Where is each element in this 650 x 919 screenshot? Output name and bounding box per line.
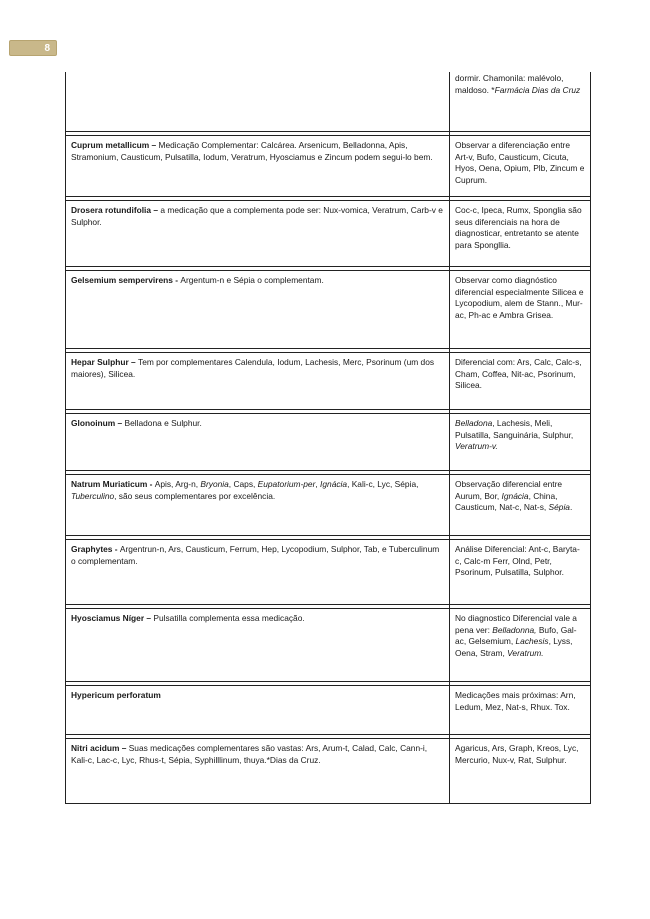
table-row	[66, 353, 591, 410]
right-cell-text: Belladonna,	[492, 624, 537, 635]
right-cell-text: Chamonila: malévolo, maldoso. *	[455, 73, 564, 95]
differential-cell	[450, 686, 591, 735]
left-cell-text: ,	[315, 479, 321, 489]
right-cell-text: Ignácia	[501, 490, 529, 501]
left-cell-text: Argentum-n e Sépia o complementam.	[180, 275, 324, 285]
right-cell-text: Agaricus, Ars, Graph, Kreos, Lyc, Mercurio, Nux-v, Rat, Sulphur.	[455, 743, 579, 765]
right-cell-text: Veratrum.	[507, 647, 544, 658]
left-cell-text: Cuprum metallicum	[71, 140, 150, 150]
page-number-badge	[9, 40, 57, 56]
remedy-cell	[66, 136, 450, 197]
right-cell-text: Belladona	[455, 418, 493, 428]
differential-cell	[450, 353, 591, 410]
right-cell-text: Medicações mais próximas: Arn, Ledum, Mez, Nat-s, Rhux. Tox.	[455, 690, 576, 712]
left-cell-text: Tem por complementares Calendula, Iodum, Lachesis, Merc, Psorinum (um dos maiores), Silicea.	[71, 357, 435, 379]
left-cell-text: Belladona e Sulphur.	[124, 418, 202, 428]
left-cell-text: Ignácia	[320, 479, 348, 489]
right-cell-text: .	[569, 502, 573, 512]
right-cell-text: , Lachesis, Meli, Pulsatilla, Sanguinária, Sulphur,	[455, 418, 574, 440]
left-cell-text: , são seus complementares por excelência.	[114, 490, 276, 501]
left-cell-text: Gelsemium sempervirens -	[71, 275, 181, 285]
remedy-cell	[66, 739, 450, 804]
differential-cell	[450, 201, 591, 267]
right-cell-text: , China, Causticum, Nat-c, Nat-s,	[455, 490, 558, 512]
remedy-cell	[66, 72, 450, 132]
table-row	[66, 201, 591, 267]
remedy-cell	[66, 353, 450, 410]
left-cell-text: –	[149, 140, 159, 150]
left-cell-text: Hypericum perforatum	[71, 690, 161, 700]
left-cell-text: Drosera rotundifolia –	[71, 205, 161, 215]
differential-cell	[450, 609, 591, 682]
table-row	[66, 540, 591, 605]
right-cell-text: Coc-c, Ipeca, Rumx, Sponglia são seus diferenciais na hora de diagnosticar, entretanto se atente para Spongllia.	[455, 205, 582, 250]
left-cell-text: , Caps,	[228, 479, 258, 489]
right-cell-text: dormir.	[455, 73, 481, 83]
remedy-table-body	[66, 72, 591, 804]
remedy-table	[65, 72, 591, 804]
page-number: 8	[44, 43, 50, 54]
table-row	[66, 271, 591, 349]
remedy-cell	[66, 475, 450, 536]
differential-cell	[450, 739, 591, 804]
left-cell-text: Natrum Muriaticum -	[71, 479, 155, 489]
left-cell-text: Hepar Sulphur –	[71, 357, 139, 367]
table-row	[66, 72, 591, 132]
right-cell-text: Farmácia Dias da Cruz	[494, 84, 581, 95]
left-cell-text: Hyosciamus Níger –	[71, 613, 154, 623]
right-cell-text: Observar a diferenciação entre Art-v, Bufo, Causticum, Cicuta, Hyos, Oena, Opium, Plb, Zincum e Cuprum.	[455, 140, 585, 185]
table-row	[66, 475, 591, 536]
remedy-cell	[66, 271, 450, 349]
left-cell-text: Medicação Complementar: Calcárea. Arsenicum, Belladonna, Apis, Stramonium, Causticum, Pulsatilla, Iodum, Veratrum, Hyosciamus e Zincum podem segui-lo bem.	[71, 140, 433, 162]
right-cell-text: Veratrum-v.	[455, 441, 498, 451]
left-cell-text: Suas medicações complementares são vastas: Ars, Arum-t, Calad, Calc, Cann-i, Kali-c, Lac-c, Lyc, Rhus-t, Sépia, Syphilllinum, thuya.*Dias da Cruz.	[71, 743, 428, 765]
table-row	[66, 414, 591, 471]
left-cell-text: a medicação que a complementa pode ser: Nux-vomica, Veratrum, Carb-v e Sulphor.	[71, 205, 443, 227]
remedy-cell	[66, 201, 450, 267]
table-row	[66, 609, 591, 682]
right-cell-text: Diferencial com: Ars, Calc, Calc-s, Cham, Coffea, Nit-ac, Psorinum, Silicea.	[455, 357, 582, 390]
remedy-cell	[66, 686, 450, 735]
right-cell-text: Sépia	[548, 502, 570, 512]
left-cell-text: , Kali-c, Lyc, Sépia,	[347, 479, 419, 489]
left-cell-text: Argentrun-n, Ars, Causticum, Ferrum, Hep, Lycopodium, Sulphor, Tab, e Tuberculinum o complementam.	[71, 544, 440, 566]
right-cell-text: , Lyss, Oena, Stram,	[455, 636, 573, 658]
left-cell-text: Eupatorium-per	[257, 479, 316, 489]
differential-cell	[450, 72, 591, 132]
remedy-cell	[66, 414, 450, 471]
differential-cell	[450, 414, 591, 471]
right-cell-text: Observação diferencial entre Aurum, Bor,	[455, 479, 563, 501]
left-cell-text: Glonoinum –	[71, 418, 125, 428]
differential-cell	[450, 540, 591, 605]
table-row	[66, 686, 591, 735]
remedy-cell	[66, 540, 450, 605]
right-cell-text: Observar como diagnóstico diferencial especialmente Silicea e Lycopodium, alem de Stann., Mur-ac, Ph-ac e Ambra Grisea.	[455, 275, 584, 320]
right-cell-text: Lachesis	[515, 636, 549, 646]
right-cell-text: No diagnostico Diferencial vale a pena ver:	[455, 613, 577, 635]
left-cell-text: Graphytes -	[71, 544, 120, 554]
left-cell-text: Apis, Arg-n,	[154, 479, 201, 489]
remedy-cell	[66, 609, 450, 682]
table-row	[66, 136, 591, 197]
left-cell-text: Nitri acidum –	[71, 743, 129, 753]
differential-cell	[450, 475, 591, 536]
left-cell-text: Tuberculino	[71, 490, 115, 501]
table-row	[66, 739, 591, 804]
right-cell-text: Bufo, Gal-ac, Gelsemium,	[455, 624, 577, 646]
differential-cell	[450, 271, 591, 349]
left-cell-text: Bryonia	[200, 479, 229, 489]
differential-cell	[450, 136, 591, 197]
left-cell-text: Pulsatilla complementa essa medicação.	[153, 613, 305, 623]
right-cell-text: Análise Diferencial: Ant-c, Baryta-c, Calc-m Ferr, Olnd, Petr, Psorinum, Pulsatilla, Sulphor.	[455, 544, 580, 577]
